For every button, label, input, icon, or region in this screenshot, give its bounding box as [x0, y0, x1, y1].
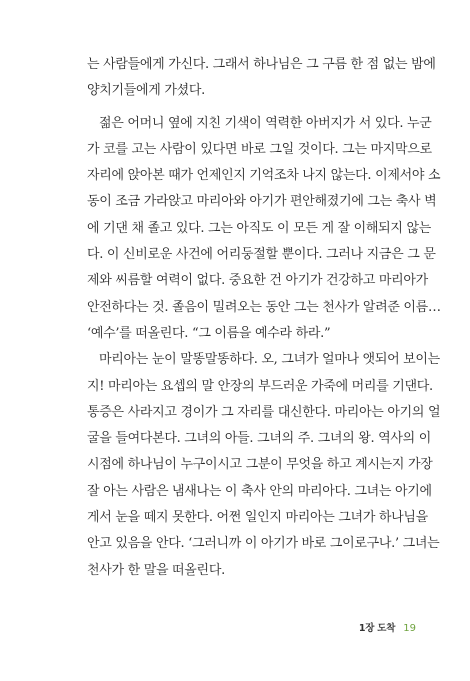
text-line: 게서 눈을 떼지 못한다. 어쩐 일인지 마리아는 그녀가 하나님을 — [87, 510, 428, 526]
text-line: 자리에 앉아본 때가 언제인지 기억조차 나지 않는다. 이제서야 소 — [87, 168, 441, 184]
text-line: 동이 조금 가라앉고 마리아와 아기가 편안해졌기에 그는 축사 벽 — [87, 194, 437, 210]
chapter-label: 1장 도착 — [358, 623, 396, 634]
text-line: 시점에 하나님이 누구이시고 그분이 무엇을 하고 계시는지 가장 — [87, 457, 433, 473]
text-line: 안전하다는 것. 졸음이 밀려오는 동안 그는 천사가 알려준 이름… — [87, 299, 441, 315]
page-footer — [359, 620, 416, 634]
paragraph-1 — [87, 52, 436, 105]
text-line: ‘예수’를 떠올린다. “그 이름을 예수라 하라.” — [87, 325, 331, 341]
text-line: 잘 아는 사람은 냄새나는 이 축사 안의 마리아다. 그녀는 아기에 — [87, 483, 432, 499]
text-line: 는 사람들에게 가신다. 그래서 하나님은 그 구름 한 점 없는 밤에 — [87, 57, 436, 72]
text-line: 다. 이 신비로운 사건에 어리둥절할 뿐이다. 그러나 지금은 그 문 — [87, 247, 436, 263]
text-line: 굴을 들여다본다. 그녀의 아들. 그녀의 주. 그녀의 왕. 역사의 이 — [87, 431, 432, 447]
text-line: 에 기댄 채 졸고 있다. 그는 아직도 이 모든 게 잘 이해되지 않는 — [87, 220, 432, 236]
text-line: 통증은 사라지고 경이가 그 자리를 대신한다. 마리아는 아기의 얼 — [87, 404, 441, 420]
paragraph-3 — [87, 347, 441, 584]
body-text — [87, 52, 441, 584]
text-line: 양치기들에게 가셨다. — [87, 83, 205, 99]
text-line: 지! 마리아는 요셉의 말 안장의 부드러운 가죽에 머리를 기댄다. — [87, 378, 433, 394]
text-line: 젊은 어머니 옆에 지친 기색이 역력한 아버지가 서 있다. 누군 — [99, 115, 432, 131]
page-number: 19 — [403, 623, 416, 634]
text-line: 안고 있음을 안다. ‘그러니까 이 아기가 바로 그이로구나.’ 그녀는 — [87, 536, 440, 552]
text-line: 마리아는 눈이 말똥말똥하다. 오, 그녀가 얼마나 앳되어 보이는 — [99, 352, 440, 368]
text-line: 천사가 한 말을 떠올린다. — [87, 562, 225, 578]
paragraph-2 — [87, 111, 441, 348]
text-line: 제와 씨름할 여력이 없다. 중요한 건 아기가 건강하고 마리아가 — [87, 273, 428, 289]
text-line: 가 코를 고는 사람이 있다면 바로 그일 것이다. 그는 마지막으로 — [87, 141, 432, 157]
